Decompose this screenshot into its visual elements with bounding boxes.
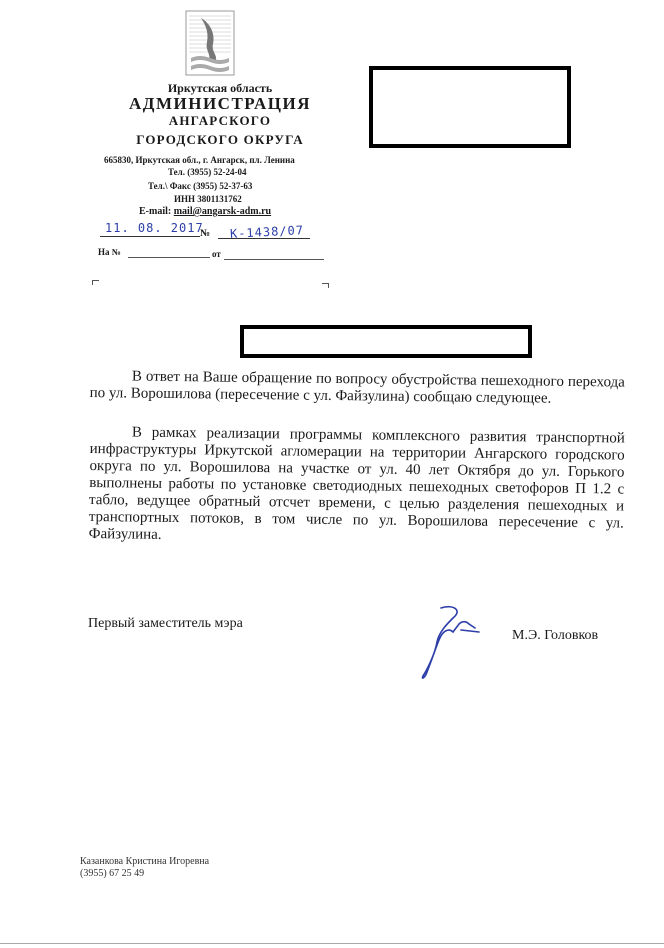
handwritten-date: 11. 08. 2017 xyxy=(105,221,204,235)
body-paragraph-2: В рамках реализации программы комплексного развития транспортной инфраструктуры Иркутской агломерации на территории Ангарского городского округа по ул. Ворошилова на участке от ул. 40 лет Октября до ул. Горького выполнены работы по установке светодиодных пешеходных светофоров П 1.2 с табло, ведущее обратный отсчет времени, с целью разделения пешеходных и транспортных потоков, в том числе по ул. Ворошилова пересечение с ул. Файзулина. xyxy=(88,424,625,543)
date-underline xyxy=(100,236,200,237)
coat-of-arms-emblem xyxy=(185,10,235,76)
inn: ИНН 3801131762 xyxy=(174,194,242,204)
redacted-addressee-box xyxy=(369,66,571,148)
redacted-salutation-box xyxy=(240,325,532,358)
page-bottom-edge xyxy=(0,943,664,944)
district-name: ГОРОДСКОГО ОКРУГА xyxy=(136,132,304,147)
email-line xyxy=(139,206,271,217)
city-name: АНГАРСКОГО xyxy=(168,113,272,128)
phone: Тел. (3955) 52-24-04 xyxy=(168,167,247,177)
fax: Тел.\ Факс (3955) 52-37-63 xyxy=(148,181,253,191)
email-label: E-mail: xyxy=(139,206,174,217)
address: 665830, Иркутская обл., г. Ангарск, пл. Ленина xyxy=(104,155,295,165)
corner-mark-right xyxy=(322,283,329,288)
reference-date-label: от xyxy=(212,249,221,259)
handwritten-signature xyxy=(413,602,493,682)
corner-mark-left xyxy=(92,280,99,285)
administration-title: АДМИНИСТРАЦИЯ xyxy=(128,94,311,113)
executor-name: Казанкова Кристина Игоревна xyxy=(80,856,210,867)
reference-date-line xyxy=(224,259,324,260)
signer-name: М.Э. Головков xyxy=(512,628,599,643)
email-link[interactable]: mail@angarsk-adm.ru xyxy=(173,206,272,217)
number-sign: № xyxy=(200,228,211,239)
body-paragraph-1: В ответ на Ваше обращение по вопросу обустройства пешеходного перехода по ул. Ворошилова (пересечение с ул. Файзулина) сообщаю следующее. xyxy=(89,368,625,407)
region-name: Иркутская область xyxy=(167,81,273,95)
reference-number-label: На № xyxy=(98,247,121,257)
handwritten-number: К-1438/07 xyxy=(229,223,305,241)
executor-phone: (3955) 67 25 49 xyxy=(80,868,145,879)
number-underline xyxy=(218,238,310,239)
signer-position: Первый заместитель мэра xyxy=(88,616,243,631)
reference-number-line xyxy=(128,257,210,258)
